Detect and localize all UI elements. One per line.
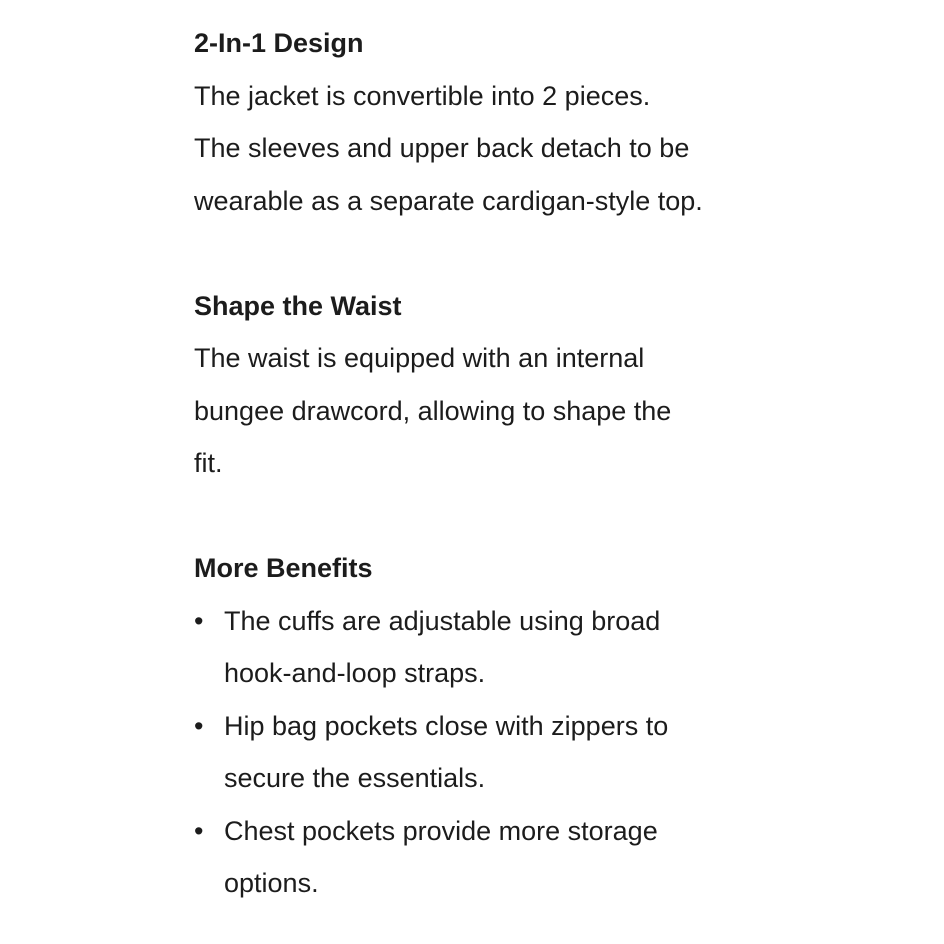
section-heading: Shape the Waist — [194, 290, 402, 321]
list-item — [194, 595, 894, 700]
list-item-line: options. — [224, 868, 319, 898]
product-description — [194, 17, 894, 910]
bullet-icon: • — [194, 815, 204, 846]
section-shape-the-waist — [194, 280, 894, 490]
section-paragraph — [194, 70, 894, 228]
paragraph-line: The sleeves and upper back detach to be — [194, 133, 690, 163]
list-item-line: secure the essentials. — [224, 763, 486, 793]
paragraph-line: wearable as a separate cardigan-style top. — [194, 185, 703, 216]
paragraph-line: bungee drawcord, allowing to shape the — [194, 395, 672, 426]
list-item — [194, 805, 894, 910]
paragraph-line: fit. — [194, 448, 223, 478]
list-item-line: hook-and-loop straps. — [224, 658, 486, 688]
list-item-line: Hip bag pockets close with zippers to — [224, 710, 669, 741]
bullet-icon: • — [194, 605, 204, 636]
section-paragraph — [194, 332, 894, 490]
list-item-line: Chest pockets provide more storage — [224, 815, 658, 846]
list-item-line: The cuffs are adjustable using broad — [224, 605, 661, 636]
paragraph-line: The waist is equipped with an internal — [194, 343, 645, 373]
section-heading: 2-In-1 Design — [194, 28, 364, 58]
list-item — [194, 700, 894, 805]
bullet-icon: • — [194, 710, 204, 741]
benefits-list — [194, 595, 894, 910]
section-heading: More Benefits — [194, 553, 373, 583]
section-more-benefits — [194, 542, 894, 910]
section-2-in-1-design — [194, 17, 894, 227]
paragraph-line: The jacket is convertible into 2 pieces. — [194, 80, 651, 111]
